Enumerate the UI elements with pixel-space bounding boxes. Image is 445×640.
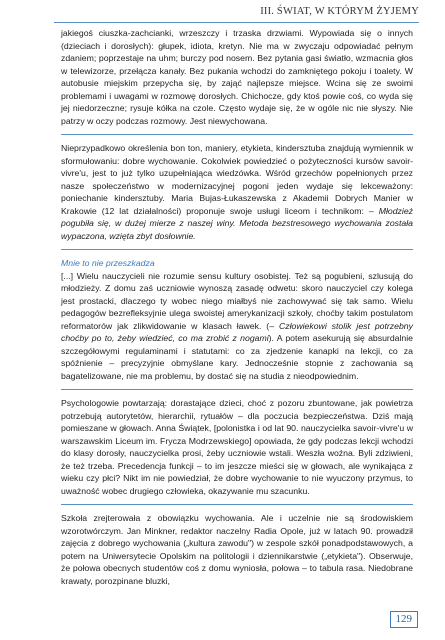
running-header: III. ŚWIAT, W KTÓRYM ŻYJEMY <box>260 6 419 17</box>
paragraph-4: Psychologowie powtarzają: dorastające dzieci, choć z pozoru zbuntowane, jak powietrza potrzebują autorytetów, hierarchii, rytuałów – dla poczucia bezpieczeństwa. Dziś mają pomieszane w głowach. Anna Świątek, [polonistka i od lat 90. nauczycielka savoir-vivre'u w warszawskim Liceum im. Frycza Modrzewskiego] opowiada, że gdy podczas lekcji wchodzi do klasy dorosły, nauczycielka prosi, żeby uczniowie wstali. Weszła woźna. Byli zdziwieni, że też trzeba. Precedencja funkcji – to im jeszcze mieści się w głowach, ale wynikająca z wieku czy płci? Nikt im nie powiedział, że dobre wychowanie to nie wyuczony przymus, to uważność wobec drugiego człowieka, okazywanie mu szacunku. <box>61 398 413 496</box>
section-divider <box>61 389 413 390</box>
header-rule <box>54 22 419 23</box>
paragraph-2 <box>61 142 413 242</box>
section-divider <box>61 249 413 250</box>
section-divider <box>61 134 413 135</box>
paragraph-3 <box>61 270 413 383</box>
paragraph-1: jakiegoś ciuszka-zachcianki, wrzeszczy i trzaska drzwiami. Wypowiada się o innych (dzieciach i dorosłych): głupek, idiota, kretyn. Nie ma w zwyczaju odpowiadać pełnym zdaniem; poprzestaje na uhm; burczy pod nosem. Bez pytania gasi światło, wzmacnia głos w telewizorze, przełącza kanały. Bez pukania wchodzi do zamkniętego pokoju i toalety. W autobusie miejskim przepycha się, by zająć najlepsze miejsce. Wcina się ze swoimi problemami i uwagami w rozmowę dorosłych. Chichocze, gdy ktoś powie coś, co wyda się jej niedorzeczne; rysuje kółka na czole. Często wydaje się, że w ogóle nic nie słyszy. Nie patrzy w oczy podczas rozmowy. Jest niewychowana. <box>61 28 413 126</box>
section-subheading: Mnie to nie przeszkadza <box>61 258 155 268</box>
paragraph-3-quote: Człowiekowi stolik jest potrzebny choćby po to, żeby wiedzieć, co ma zrobić z nogami <box>61 320 413 343</box>
paragraph-5: Szkoła zrejterowała z obowiązku wychowania. Ale i uczelnie nie są środowiskiem wzorotwórczym. Jan Minkner, redaktor naczelny Radia Opole, już w latach 90. prowadził zajęcia z dobrego wychowania („kultura zawodu") w zespole szkół ponadpodstawowych, a potem na Uniwersytecie Opolskim na politologii i dziennikarstwie („etykieta"). Obserwuje, że połowa obecnych studentów coś z domu wyniosła, połowa – to tabula rasa. Niedobrane krawaty, porozpinane bluzki, <box>61 513 413 586</box>
paragraph-3-end: ). A potem asekurują się absurdalnie szczegółowymi regulaminami i statutami: co za zjedzenie kanapki na lekcji, co za spóźnienie – precyzyjnie obmyślane kary. Jednocześnie stopnie z zachowania są bagatelizowane, nie ma problemu, by dostać się na studia z nieodpowiednim. <box>61 333 414 381</box>
page-body <box>61 27 413 587</box>
paragraph-2-quote: Młodzież pogubiła się, w dużej mierze z naszej winy. Metoda bezstresowego wychowania została wypaczona, wzięta zbyt dosłownie. <box>61 205 413 241</box>
paragraph-2-text: Nieprzypadkowo określenia bon ton, maniery, etykieta, kindersztuba znajdują wymiennik w sformułowaniu: dobre wychowanie. Cokolwiek powiedzieć o pożyteczności kursów savoir-vivre'u, jest to już tylko uzupełniająca wiedzówka. Wśród grzechów popełnionych przez nasze społeczeństwo w modernizacyjnej pogoni jeden wydaje się lekceważony: poniechanie kindersztuby. Maria Bujas-Łukaszewska z Akademii Dobrych Manier w Krakowie (12 lat działalności) proponuje swoje usługi liceom i technikom: – <box>61 143 413 216</box>
page-number: 129 <box>390 611 419 628</box>
paragraph-3-text: [...] Wielu nauczycieli nie rozumie sensu kultury osobistej. Też są pogubieni, szlusują do młodzieży. Z domu zaś uczniowie wynoszą zasadę odwetu: skoro nauczyciel czy kolega jest prostacki, dlaczego ty wobec niego miałbyś nie zachowywać się tak samo. Wielu pedagogów bezrefleksyjnie ulega swoistej amerykanizacji szkoły, choćby takim postulatom reformatorów jak zlikwidowanie w klasach ławek. (– <box>61 270 413 331</box>
section-divider <box>61 504 413 505</box>
